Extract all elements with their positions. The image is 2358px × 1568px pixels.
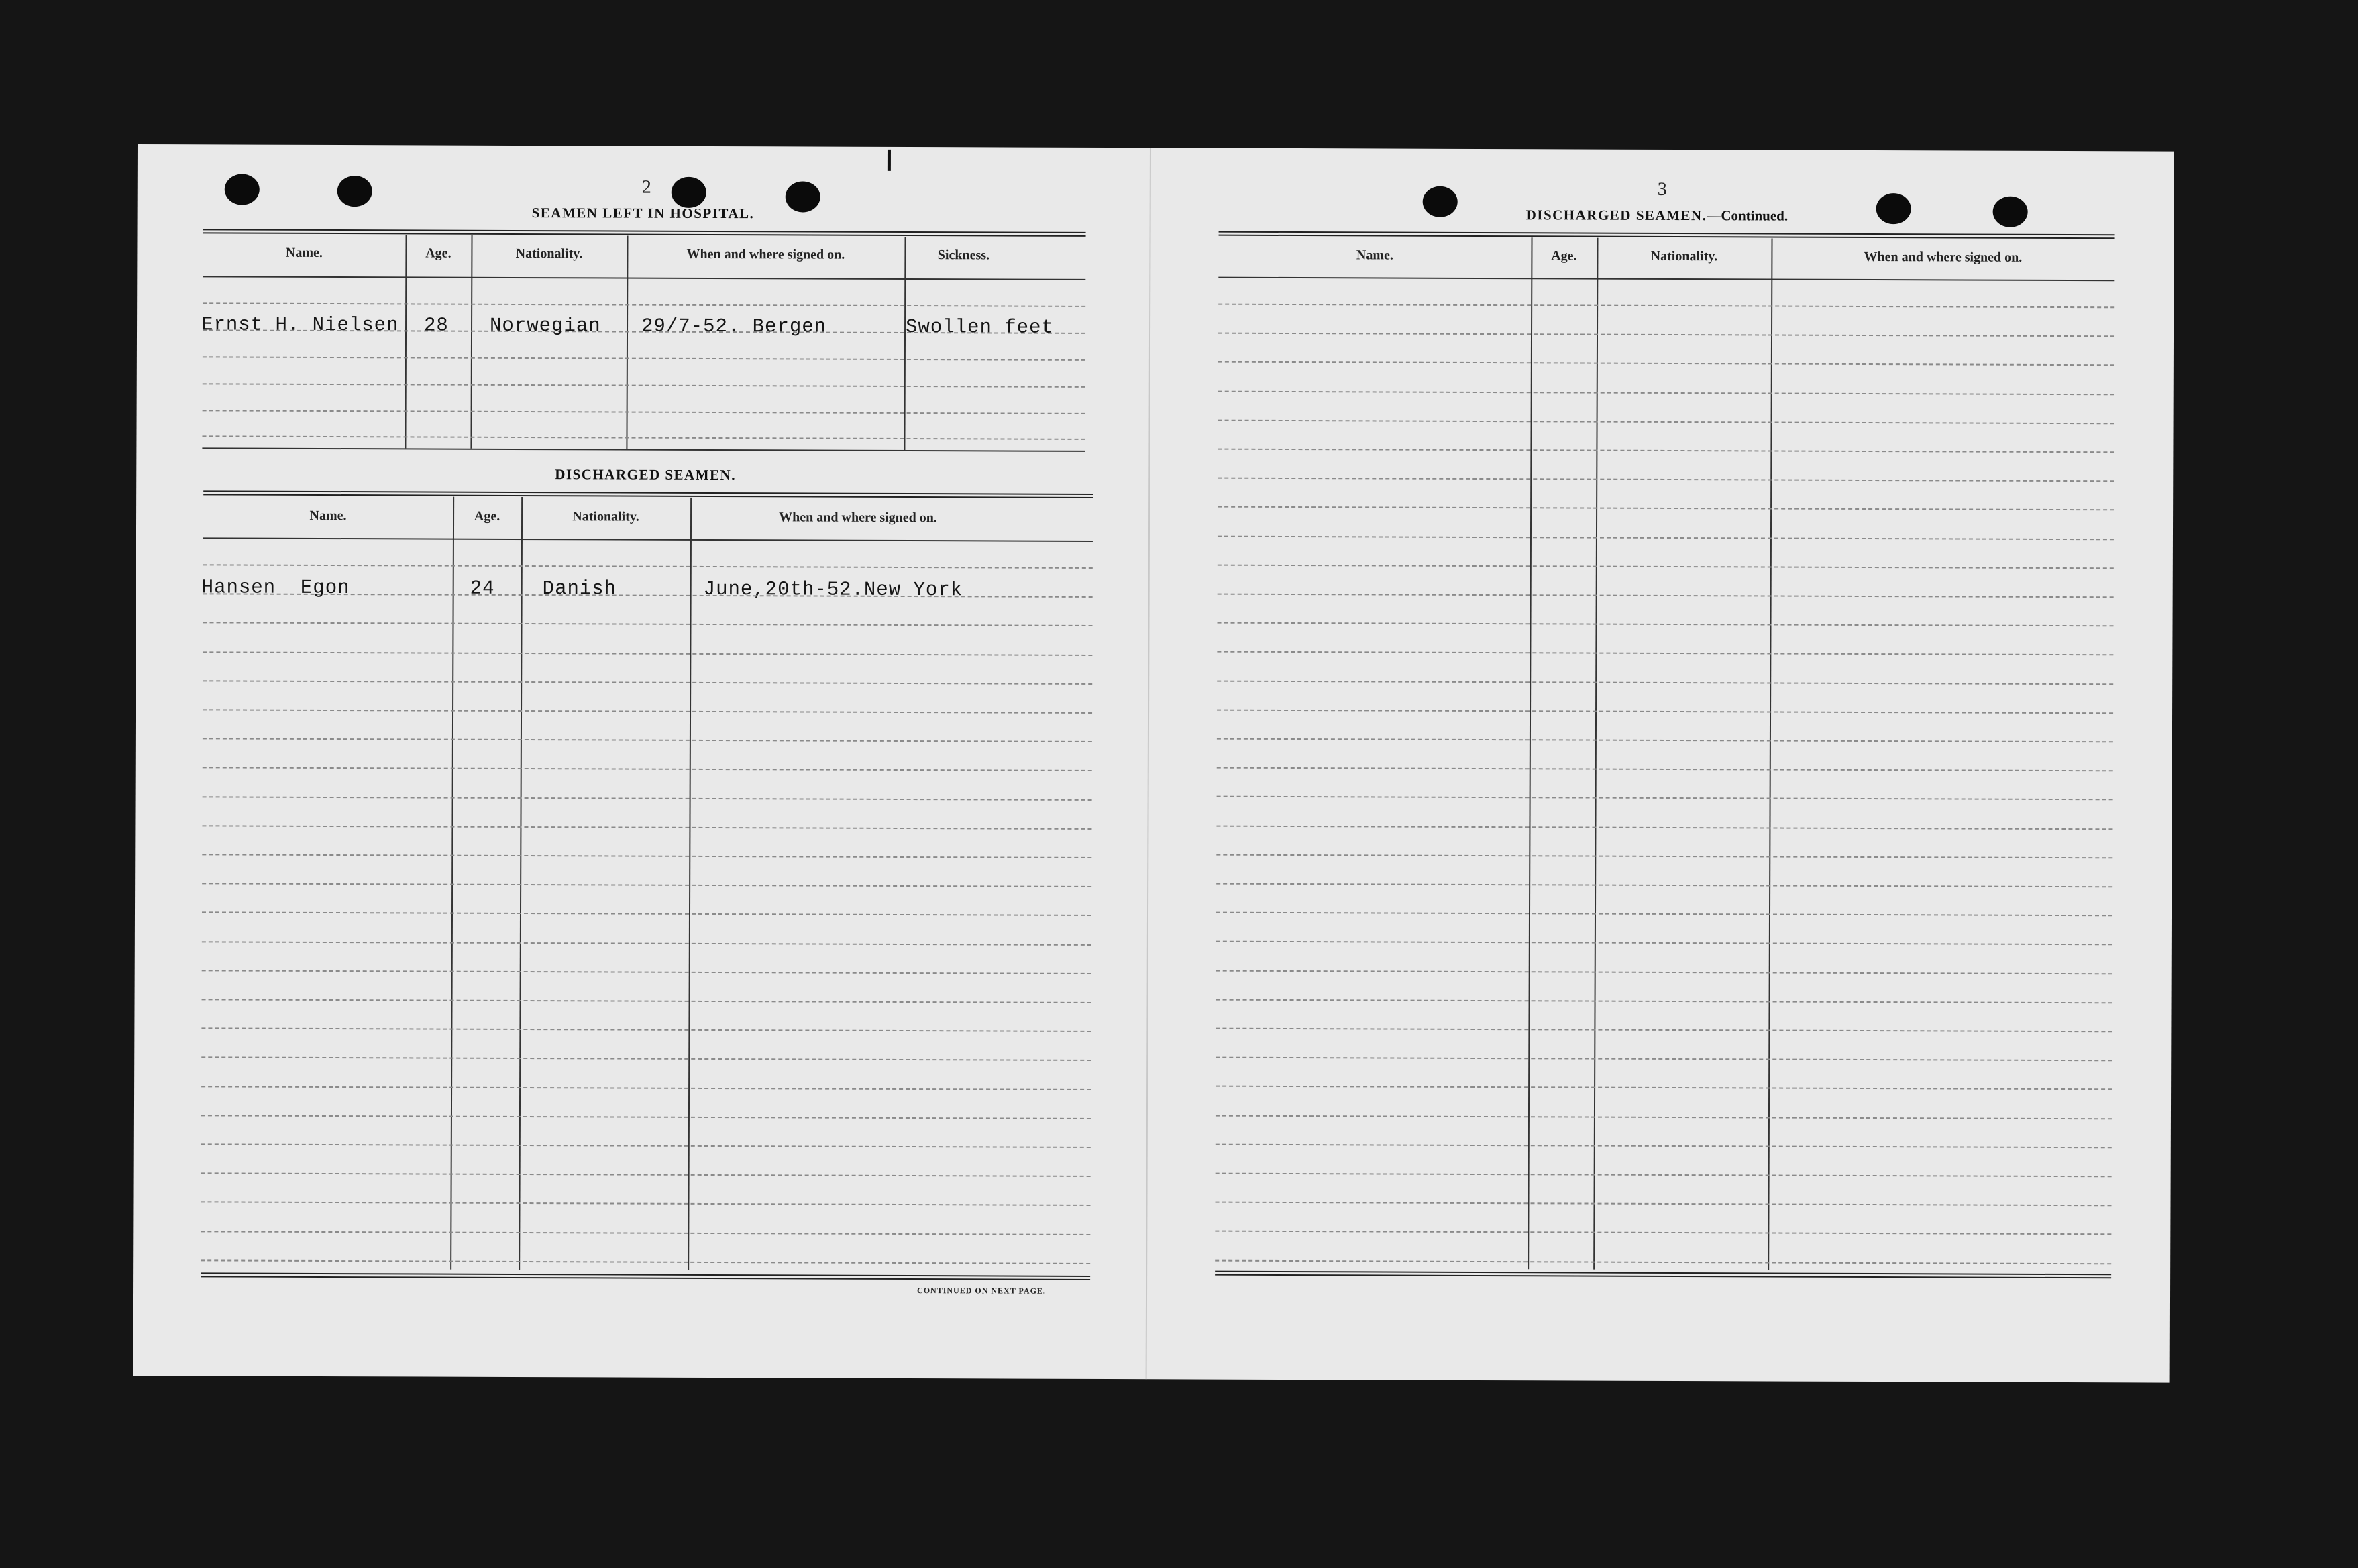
hospital-col-name: Name. <box>285 245 323 260</box>
hospital-divider <box>904 237 906 450</box>
punch-hole <box>225 174 260 205</box>
discharged-top-rule <box>203 490 1093 498</box>
ledger-row-rule <box>203 564 1093 569</box>
right-col-nationality: Nationality. <box>1650 248 1718 264</box>
right-col-age: Age. <box>1551 248 1577 264</box>
ledger-row-rule <box>1216 825 2112 830</box>
hospital-row-rule <box>203 383 1085 388</box>
page-number-left: 2 <box>641 176 651 198</box>
ledger-row-rule <box>1218 506 2114 511</box>
ledger-row-rule <box>1216 970 2112 974</box>
punch-hole <box>786 181 820 212</box>
ledger-row-rule <box>1216 1057 2112 1062</box>
ledger-row-rule <box>202 912 1091 917</box>
ledger-row-rule <box>1217 738 2113 743</box>
ledger-row-rule <box>1218 304 2114 309</box>
hospital-entry-nationality: Norwegian <box>490 314 601 337</box>
page-fold <box>1146 148 1151 1379</box>
ledger-row-rule <box>1217 767 2113 772</box>
ledger-row-rule <box>1216 1143 2112 1148</box>
ledger-row-rule <box>1218 478 2114 482</box>
discharged-header-rule <box>203 537 1093 542</box>
discharged-col-age: Age. <box>474 508 500 524</box>
ledger-sheet <box>133 144 2174 1383</box>
discharged-divider <box>519 497 523 1270</box>
ledger-row-rule <box>203 738 1092 743</box>
right-section-title-suffix: —Continued. <box>1707 207 1788 224</box>
hospital-row-rule <box>203 356 1085 361</box>
ledger-row-rule <box>1218 361 2114 366</box>
ledger-row-rule <box>201 1115 1091 1119</box>
ledger-row-rule <box>1218 390 2114 395</box>
ledger-row-rule <box>1216 912 2112 917</box>
ledger-row-rule <box>1216 1173 2112 1178</box>
discharged-entry-age: 24 <box>470 577 495 600</box>
hospital-section-title: SEAMEN LEFT IN HOSPITAL. <box>531 205 755 222</box>
hospital-row-rule <box>203 410 1085 414</box>
right-col-name: Name. <box>1356 247 1393 263</box>
discharged-divider <box>450 497 454 1270</box>
ledger-row-rule <box>203 622 1093 627</box>
hospital-col-nationality: Nationality. <box>515 245 583 262</box>
punch-hole <box>337 176 372 207</box>
punch-hole <box>1993 197 2028 227</box>
right-section-title-text: DISCHARGED SEAMEN. <box>1525 207 1707 224</box>
ledger-row-rule <box>1216 854 2112 858</box>
ledger-row-rule <box>203 680 1092 685</box>
hospital-divider <box>405 235 407 448</box>
discharged-entry-name: Hansen Egon <box>201 576 350 600</box>
discharged-col-nationality: Nationality. <box>572 509 639 524</box>
ledger-row-rule <box>202 825 1091 830</box>
hospital-entry-signed-on: 29/7-52. Bergen <box>641 315 827 338</box>
ledger-row-rule <box>202 970 1091 974</box>
page-number-right: 3 <box>1657 178 1667 200</box>
right-bottom-rule <box>1215 1271 2111 1279</box>
discharged-entry-signed-on: June,20th-52.New York <box>703 577 963 602</box>
ledger-row-rule <box>201 1143 1091 1148</box>
hospital-entry-age: 28 <box>424 314 449 337</box>
ledger-row-rule <box>202 941 1091 946</box>
ledger-row-rule <box>201 1057 1091 1062</box>
ledger-row-rule <box>203 709 1092 714</box>
discharged-row-rules <box>138 144 2174 152</box>
ledger-row-rule <box>203 651 1092 656</box>
right-top-rule <box>1219 231 2115 239</box>
ledger-row-rule <box>1215 1259 2111 1264</box>
hospital-entry-sickness: Swollen feet <box>905 315 1054 339</box>
discharged-divider <box>688 498 692 1270</box>
ledger-row-rule <box>201 1173 1091 1178</box>
ledger-row-rule <box>1217 796 2113 801</box>
ledger-row-rule <box>1215 1231 2111 1235</box>
right-header-rule <box>1218 277 2114 282</box>
discharged-col-signed-on: When and where signed on. <box>779 510 937 526</box>
ledger-row-rule <box>1216 883 2112 888</box>
hospital-entry-name: Ernst H. Nielsen <box>201 313 399 337</box>
ledger-row-rule <box>1216 1028 2112 1033</box>
ledger-row-rule <box>1218 564 2114 569</box>
ledger-row-rule <box>201 1086 1091 1090</box>
hospital-col-sickness: Sickness. <box>937 247 990 263</box>
ledger-row-rule <box>201 1202 1090 1207</box>
ledger-row-rule <box>202 854 1091 858</box>
ledger-row-rule <box>201 1259 1090 1264</box>
ledger-row-rule <box>202 999 1091 1003</box>
binding-mark <box>888 150 891 171</box>
ledger-row-rule <box>203 796 1092 801</box>
discharged-entry-nationality: Danish <box>542 577 617 600</box>
hospital-row-rule <box>202 435 1085 440</box>
hospital-bottom-rule <box>202 447 1085 452</box>
hospital-top-rule <box>203 229 1086 237</box>
continued-note: CONTINUED ON NEXT PAGE. <box>917 1286 1046 1296</box>
punch-hole <box>1876 193 1911 224</box>
punch-hole <box>672 177 706 208</box>
ledger-row-rule <box>1217 680 2113 685</box>
hospital-header-rule <box>203 276 1085 280</box>
right-section-title <box>1526 207 1788 224</box>
ledger-row-rule <box>1216 941 2112 946</box>
right-row-rules <box>138 144 2174 152</box>
ledger-row-rule <box>1216 1115 2112 1119</box>
ledger-row-rule <box>1218 535 2114 540</box>
ledger-row-rule <box>1218 622 2114 627</box>
hospital-divider <box>470 235 472 449</box>
ledger-row-rule <box>201 1028 1091 1033</box>
ledger-row-rule <box>1215 1202 2111 1207</box>
ledger-row-rule <box>1218 333 2114 337</box>
ledger-row-rule <box>1218 449 2114 453</box>
punch-hole <box>1423 186 1458 217</box>
ledger-row-rule <box>202 883 1091 888</box>
hospital-row-rule <box>203 302 1085 307</box>
ledger-row-rule <box>201 1231 1090 1235</box>
hospital-col-signed-on: When and where signed on. <box>686 246 845 262</box>
ledger-row-rule <box>203 767 1092 772</box>
discharged-section-title: DISCHARGED SEAMEN. <box>555 466 737 484</box>
ledger-row-rule <box>1217 651 2113 656</box>
ledger-row-rule <box>1217 709 2113 714</box>
hospital-divider <box>626 236 628 449</box>
right-col-signed-on: When and where signed on. <box>1864 249 2023 265</box>
ledger-row-rule <box>1218 594 2114 598</box>
ledger-row-rule <box>1216 1086 2112 1090</box>
hospital-col-age: Age. <box>425 245 451 261</box>
ledger-row-rule <box>1218 419 2114 424</box>
discharged-bottom-rule <box>201 1272 1090 1280</box>
ledger-row-rule <box>1216 999 2112 1003</box>
discharged-col-name: Name. <box>309 508 347 524</box>
